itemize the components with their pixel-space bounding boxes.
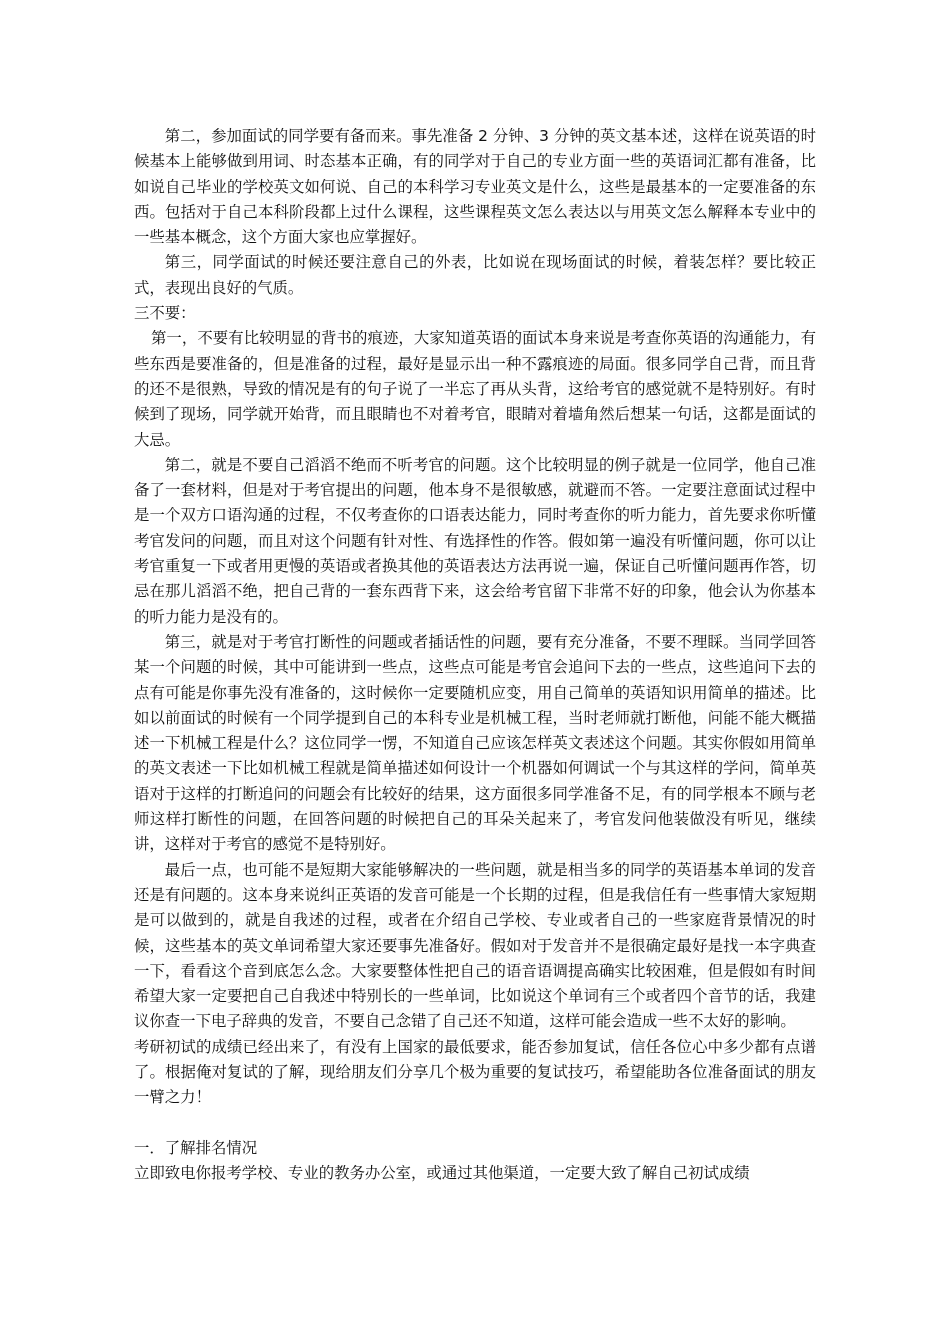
document-body — [134, 124, 816, 1186]
paragraph-listen-to-examiner: 第二，就是不要自己滔滔不绝而不听考官的问题。这个比较明显的例子就是一位同学，他自己准备了一套材料，但是对于考官提出的问题，他本身不是很敏感，就避而不答。一定要注意面试过程中是一个双方口语沟通的过程，不仅考查你的口语表达能力，同时考查你的听力能力，首先要求你听懂考官发问的问题，而且对这个问题有针对性、有选择性的作答。假如第一遍没有听懂问题，你可以让考官重复一下或者用更慢的英语或者换其他的英语表达方法再说一遍，保证自己听懂问题再作答，切忌在那儿滔滔不绝，把自己背的一套东西背下来，这会给考官留下非常不好的印象，他会认为你基本的听力能力是没有的。 — [134, 455, 816, 626]
paragraph-pronunciation: 最后一点，也可能不是短期大家能够解决的一些问题，就是相当多的同学的英语基本单词的发音还是有问题的。这本身来说纠正英语的发音可能是一个长期的过程，但是我信任有一些事情大家短期是可以做到的，就是自我述的过程，或者在介绍自己学校、专业或者自己的一些家庭背景情况的时候，这些基本的英文单词希望大家还要事先准备好。假如对于发音并不是很确定最好是找一本字典查一下，看看这个音到底怎么念。大家要整体性把自己的语音语调提高确实比较困难，但是假如有时间希望大家一定要把自己自我述中特别长的一些单词，比如说这个单词有三个或者四个音节的话，我建议你查一下电子辞典的发音，不要自己念错了自己还不知道，这样可能会造成一些不太好的影响。 — [134, 860, 816, 1031]
paragraph-appearance: 第三，同学面试的时候还要注意自己的外表，比如说在现场面试的时候，着装怎样？要比较正式，表现出良好的气质。 — [134, 253, 816, 297]
paragraph-interruptions: 第三，就是对于考官打断性的问题或者插话性的问题，要有充分准备，不要不理睬。当同学回答某一个问题的时候，其中可能讲到一些点，这些点可能是考官会追问下去的一些点，这些追问下去的点有可能是你事先没有准备的，这时候你一定要随机应变，用自己简单的英语知识用简单的描述。比如以前面试的时候有一个同学提到自己的本科专业是机械工程，当时老师就打断他，问能不能大概描述一下机械工程是什么？这位同学一愣，不知道自己应该怎样英文表述这个问题。其实你假如用简单的英文表述一下比如机械工程就是简单描述如何设计一个机器如何调试一个与其这样的学问，简单英语对于这样的打断追问的问题会有比较好的结果，这方面很多同学准备不足，有的同学根本不顾与老师这样打断性的问题，在回答问题的时候把自己的耳朵关起来了，考官发问他装做没有听见，继续讲，这样对于考官的感觉不是特别好。 — [134, 632, 816, 854]
heading-three-donts: 三不要： — [134, 304, 196, 323]
section-heading-ranking: 一．了解排名情况 — [134, 1138, 258, 1157]
paragraph-no-recitation: 第一，不要有比较明显的背书的痕迹，大家知道英语的面试本身来说是考查你英语的沟通能力，有些东西是要准备的，但是准备的过程，最好是显示出一种不露痕迹的局面。很多同学自己背，而且背的还不是很熟，导致的情况是有的句子说了一半忘了再从头背，这给考官的感觉就不是特别好。有时候到了现场，同学就开始背，而且眼睛也不对着考官，眼睛对着墙角然后想某一句话，这都是面试的大忌。 — [134, 329, 816, 449]
paragraph-retest-intro: 考研初试的成绩已经出来了，有没有上国家的最低要求，能否参加复试，信任各位心中多少都有点谱了。根据俺对复试的了解，现给朋友们分享几个极为重要的复试技巧，希望能助各位准备面试的朋友一臂之力！ — [134, 1037, 816, 1107]
paragraph-ranking: 立即致电你报考学校、专业的教务办公室，或通过其他渠道，一定要大致了解自己初试成绩 — [134, 1163, 750, 1182]
paragraph-prepare-self-intro: 第二，参加面试的同学要有备而来。事先准备 2 分钟、3 分钟的英文基本述，这样在说英语的时候基本上能够做到用词、时态基本正确，有的同学对于自己的专业方面一些的英语词汇都有准备，比如说自己毕业的学校英文如何说、自己的本科学习专业英文是什么，这些是最基本的一定要准备的东西。包括对于自己本科阶段都上过什么课程，这些课程英文怎么表达以与用英文怎么解释本专业中的一些基本概念，这个方面大家也应掌握好。 — [134, 127, 816, 247]
blank-line — [134, 1111, 816, 1136]
